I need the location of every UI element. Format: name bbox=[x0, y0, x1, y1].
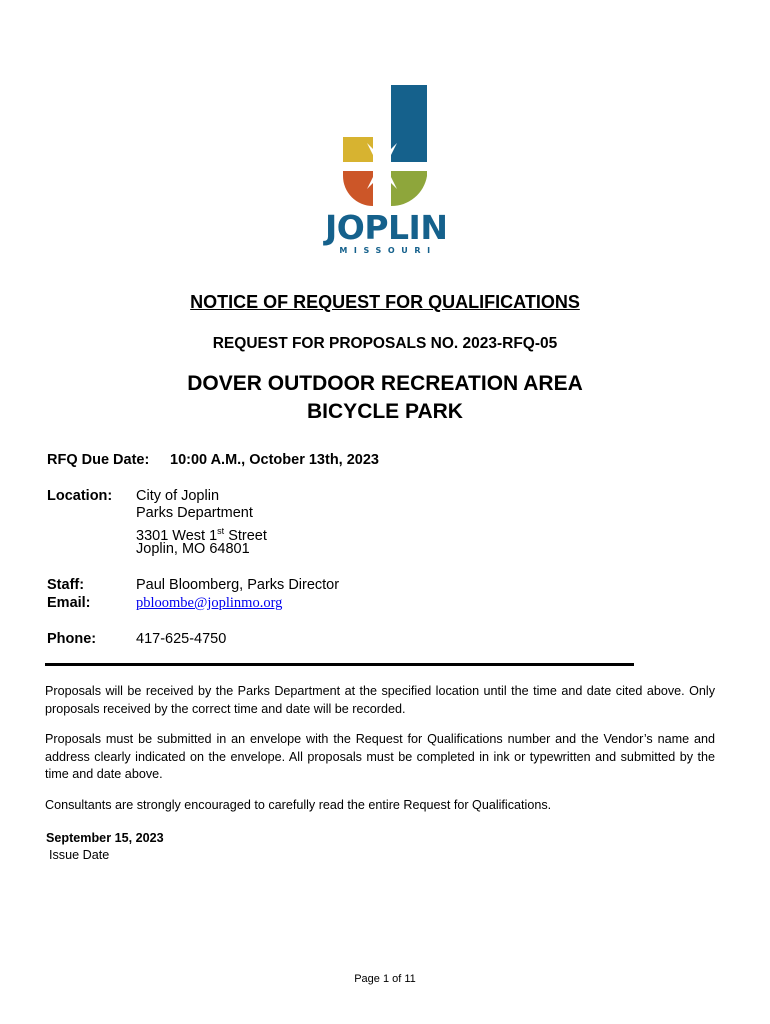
logo-blue-bar bbox=[391, 85, 427, 162]
staff-value: Paul Bloomberg, Parks Director bbox=[136, 577, 340, 593]
paragraph-consultants: Consultants are strongly encouraged to carefully read the entire Request for Qualifications. bbox=[45, 798, 552, 812]
logo-orange-block bbox=[343, 171, 373, 206]
email-wrapper bbox=[136, 594, 282, 612]
due-date-value: 10:00 A.M., October 13th, 2023 bbox=[170, 452, 379, 468]
phone-label: Phone: bbox=[47, 631, 97, 647]
phone-value: 417-625-4750 bbox=[136, 631, 227, 647]
joplin-logo bbox=[325, 85, 448, 257]
email-label: Email: bbox=[47, 595, 91, 611]
street-ordinal: st bbox=[217, 526, 225, 536]
staff-label: Staff: bbox=[47, 577, 85, 593]
project-title-line1: DOVER OUTDOOR RECREATION AREA bbox=[187, 372, 583, 395]
page-number: Page 1 of 11 bbox=[354, 973, 416, 985]
notice-title: NOTICE OF REQUEST FOR QUALIFICATIONS bbox=[190, 292, 580, 312]
logo-wordmark: JOPLIN bbox=[325, 208, 448, 247]
street-number: 3301 West 1 bbox=[136, 527, 218, 544]
street-name: Street bbox=[224, 527, 267, 544]
rfp-number: REQUEST FOR PROPOSALS NO. 2023-RFQ-05 bbox=[212, 335, 558, 352]
location-label: Location: bbox=[47, 488, 113, 504]
paragraph-received: Proposals will be received by the Parks Department at the specified location until the time and date cited above. Only proposals received by the correct time and date will be recorded. bbox=[45, 684, 715, 716]
issue-date-label: Issue Date bbox=[49, 848, 110, 862]
location-line-citystate: Joplin, MO 64801 bbox=[136, 541, 250, 557]
logo-green-block bbox=[391, 171, 427, 206]
location-line-department: Parks Department bbox=[136, 505, 253, 521]
location-line-city: City of Joplin bbox=[136, 488, 220, 504]
email-link[interactable]: pbloombe@joplinmo.org bbox=[136, 595, 283, 611]
due-date-label: RFQ Due Date: bbox=[47, 452, 150, 468]
logo-yellow-block bbox=[343, 137, 373, 162]
joplin-emblem-icon bbox=[325, 85, 445, 211]
divider-rule bbox=[45, 663, 634, 666]
project-title-line2: BICYCLE PARK bbox=[307, 400, 463, 423]
paragraph-envelope: Proposals must be submitted in an envelope with the Request for Qualifications number and the Vendor’s name and address clearly indicated on the envelope. All proposals must be completed in ink or typewritten and submitted by the time and date above. bbox=[45, 732, 715, 781]
logo-subtitle: MISSOURI bbox=[339, 246, 437, 255]
issue-date-value: September 15, 2023 bbox=[46, 831, 164, 845]
